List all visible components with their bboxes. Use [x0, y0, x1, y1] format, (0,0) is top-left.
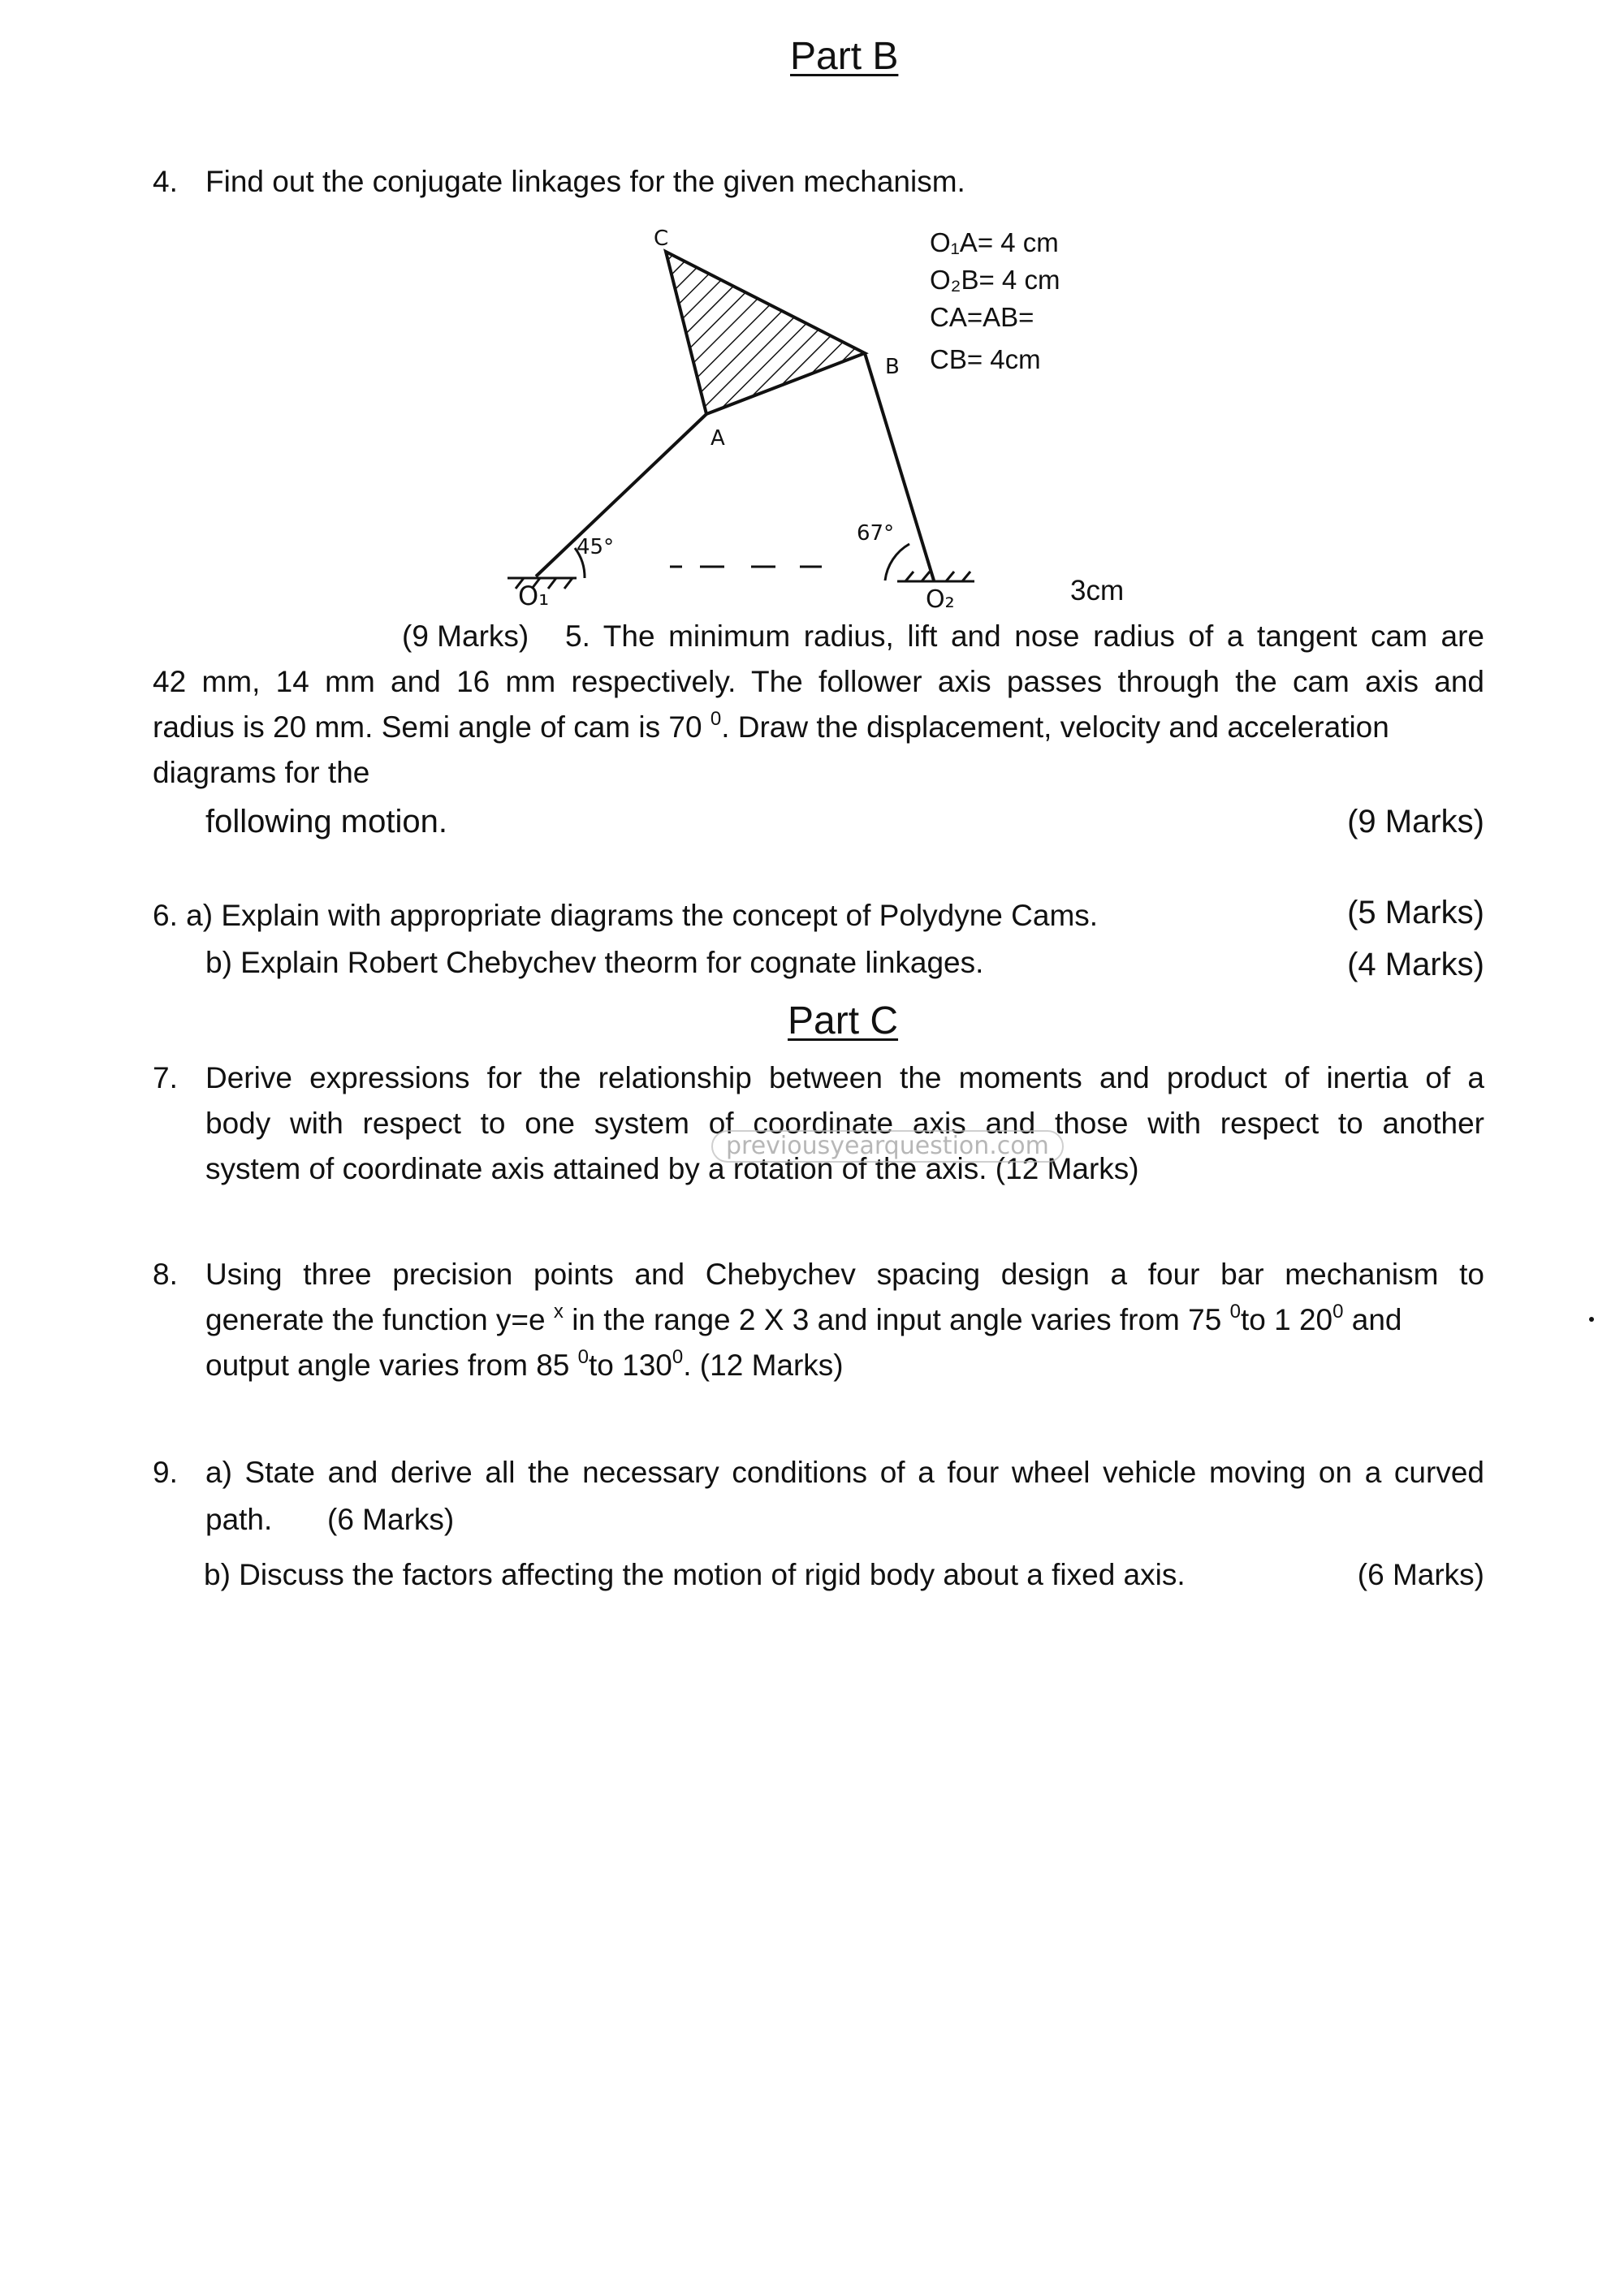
question-6b-text: b) Explain Robert Chebychev theorm for cognate linkages.	[205, 946, 984, 979]
label-c: C	[654, 227, 669, 251]
question-9a-marks: (6 Marks)	[327, 1503, 455, 1536]
question-8-line-2: generate the function y=e $^x$ in the range 2 X 3 and input angle varies from 75 $^0$to 1 $20^0$ and	[205, 1300, 1402, 1336]
question-7-line-2: body with respect to one system of coordinate axis and those with respect to another	[205, 1107, 1484, 1140]
question-9b-marks: (6 Marks)	[1357, 1558, 1484, 1591]
question-5-line-2: 42 mm, 14 mm and 16 mm respectively. The follower axis passes through the cam axis and	[153, 665, 1484, 698]
question-8-number: 8.	[153, 1258, 178, 1291]
given-o1a: O₁A= 4 cm	[930, 227, 1059, 257]
question-8-line-1: Using three precision points and Chebychev spacing design a four bar mechanism to	[205, 1258, 1484, 1291]
question-6a-marks: (5 Marks)	[1347, 895, 1484, 930]
question-6b-marks: (4 Marks)	[1347, 947, 1484, 982]
question-5-marks: (9 Marks)	[1347, 804, 1484, 839]
given-o2b: O₂B= 4 cm	[930, 265, 1060, 295]
label-a: A	[710, 426, 725, 451]
question-9-number: 9.	[153, 1456, 178, 1489]
ground-distance-label: 3cm	[1070, 575, 1125, 606]
question-6a-text: 6. a) Explain with appropriate diagrams the concept of Polydyne Cams.	[153, 899, 1099, 932]
given-cb: CB= 4cm	[930, 344, 1041, 374]
question-5-line-3: radius is 20 mm. Semi angle of cam is 70 $^0$. Draw the displacement, velocity and acceleration	[153, 707, 1389, 744]
follower-link-o2b	[865, 353, 934, 580]
question-7-line-3: system of coordinate axis attained by a rotation of the axis. (12 Marks)	[205, 1152, 1139, 1185]
question-4-marks: (9 Marks)	[402, 619, 529, 653]
crank-link-o1a	[536, 414, 706, 576]
question-9b-text: b) Discuss the factors affecting the motion of rigid body about a fixed axis.	[204, 1558, 1186, 1591]
question-8-line-3: output angle varies from 85 $^0$to $130^0$. (12 Marks)	[205, 1345, 844, 1382]
label-o2: O₂	[926, 585, 955, 609]
question-5-line-4: diagrams for the	[153, 756, 370, 789]
question-5-line-1: 5. The minimum radius, lift and nose radius of a tangent cam are	[565, 619, 1484, 653]
given-ca-ab: CA=AB=	[930, 302, 1034, 332]
question-5-line-5: following motion.	[205, 804, 447, 839]
question-4-text: Find out the conjugate linkages for the given mechanism.	[205, 165, 965, 198]
question-9a-line-2: path.	[205, 1503, 273, 1536]
question-7-number: 7.	[153, 1061, 178, 1094]
question-9a-line-1: a) State and derive all the necessary conditions of a four wheel vehicle moving on a curved	[205, 1456, 1484, 1489]
stray-dot	[1589, 1317, 1594, 1322]
question-7-line-1: Derive expressions for the relationship between the moments and product of inertia of a	[205, 1061, 1484, 1094]
part-c-heading: Part C	[788, 999, 899, 1042]
coupler-triangle	[666, 252, 865, 414]
question-4-number: 4.	[153, 165, 178, 198]
part-b-heading: Part B	[790, 35, 899, 78]
watermark: previousyearquestion.com	[711, 1130, 1064, 1163]
label-angle-67: 67°	[857, 521, 895, 546]
label-angle-45: 45°	[577, 535, 615, 559]
label-b: B	[885, 355, 900, 379]
label-o1: O₁	[518, 580, 550, 609]
